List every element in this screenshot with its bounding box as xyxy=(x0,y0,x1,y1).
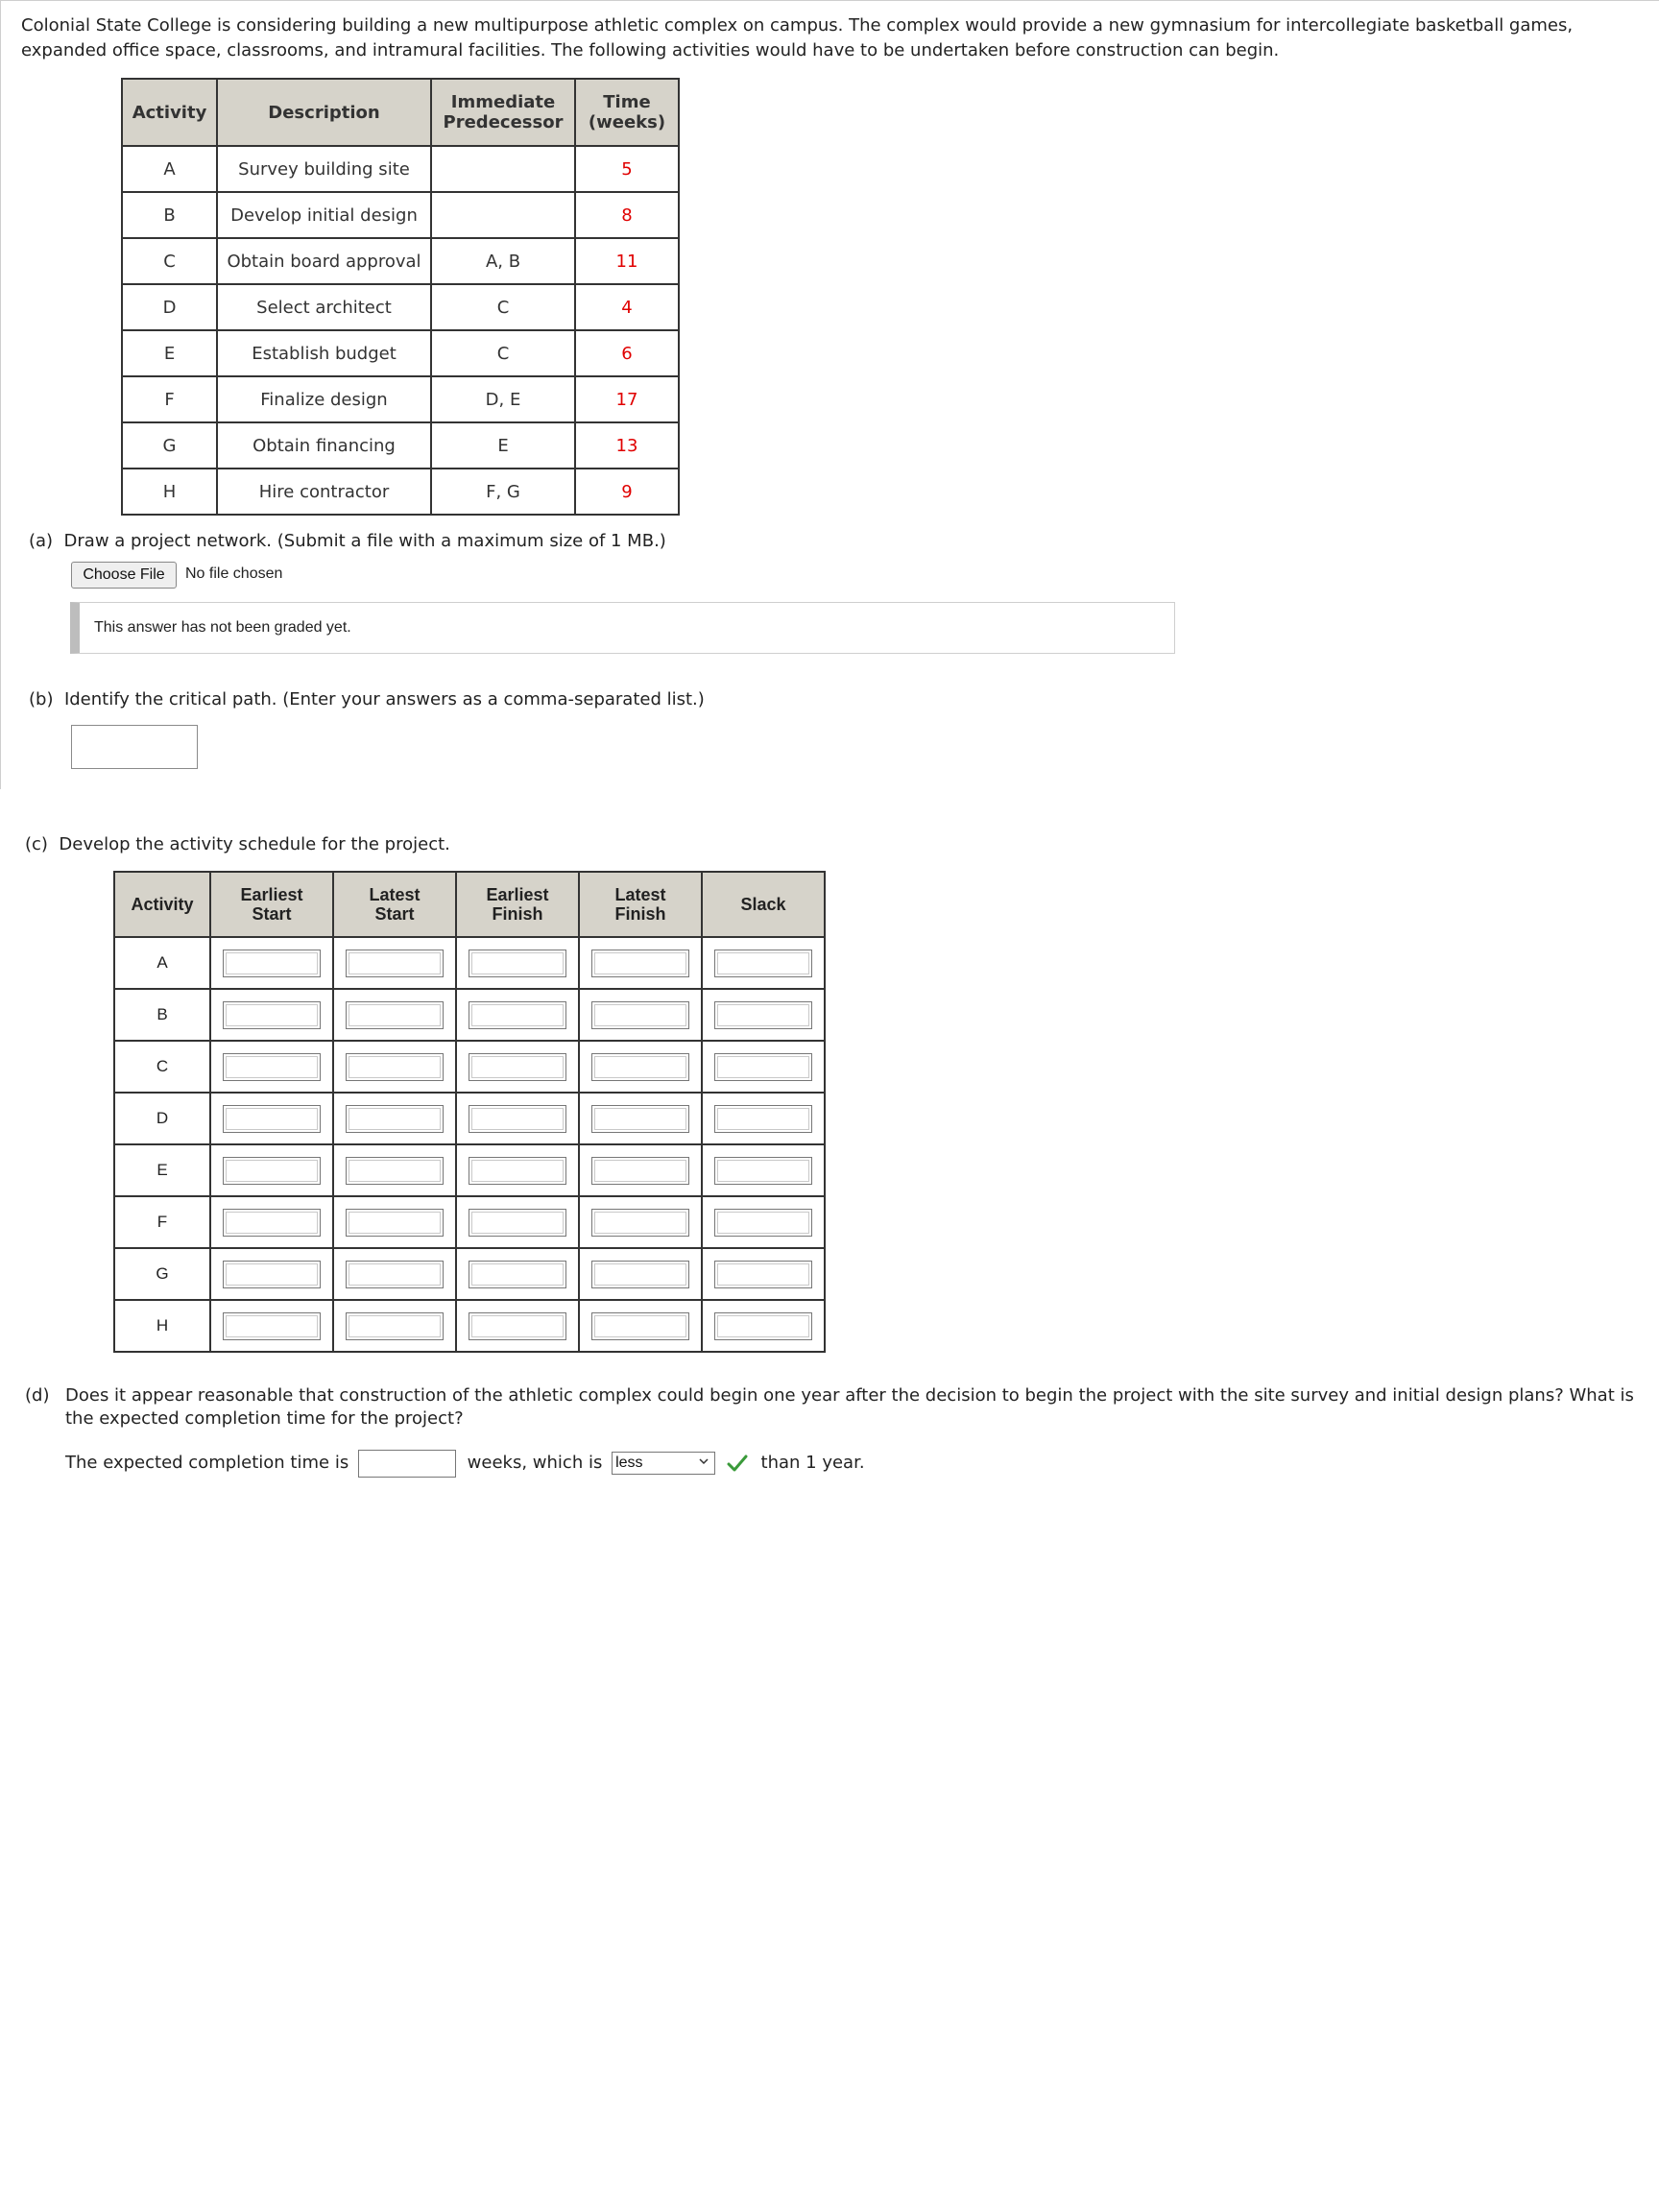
table-row xyxy=(122,192,679,238)
earliest-finish-input[interactable] xyxy=(469,1053,566,1081)
header-latest-start xyxy=(333,872,456,937)
header-activity: Activity xyxy=(114,872,210,937)
table-row xyxy=(122,376,679,422)
description-cell: Select architect xyxy=(217,284,431,330)
es-cell xyxy=(210,937,333,989)
lf-cell xyxy=(579,1196,702,1248)
latest-finish-input[interactable] xyxy=(591,1261,689,1288)
table-row xyxy=(122,330,679,376)
part-a-question xyxy=(29,531,666,551)
predecessor-cell: F, G xyxy=(431,469,575,515)
predecessor-cell: A, B xyxy=(431,238,575,284)
slack-cell xyxy=(702,1196,825,1248)
time-cell: 17 xyxy=(575,376,679,422)
earliest-start-input[interactable] xyxy=(223,950,321,977)
activity-cell: A xyxy=(122,146,217,192)
earliest-start-input[interactable] xyxy=(223,1105,321,1133)
description-cell: Obtain financing xyxy=(217,422,431,469)
table-row xyxy=(122,146,679,192)
header-earliest-finish xyxy=(456,872,579,937)
activity-cell: F xyxy=(122,376,217,422)
earliest-start-input[interactable] xyxy=(223,1312,321,1340)
completion-suffix: than 1 year. xyxy=(760,1453,865,1473)
ef-cell xyxy=(456,1196,579,1248)
activity-cell: C xyxy=(122,238,217,284)
ls-cell xyxy=(333,1248,456,1300)
time-cell: 11 xyxy=(575,238,679,284)
slack-cell xyxy=(702,937,825,989)
latest-finish-input[interactable] xyxy=(591,1209,689,1237)
latest-start-input[interactable] xyxy=(346,1261,444,1288)
table-row xyxy=(122,238,679,284)
slack-input[interactable] xyxy=(714,1053,812,1081)
ls-cell xyxy=(333,1144,456,1196)
header-ls-line1: Latest xyxy=(369,885,421,904)
es-cell xyxy=(210,1093,333,1144)
slack-cell xyxy=(702,1144,825,1196)
header-time xyxy=(575,79,679,146)
part-a-text: Draw a project network. (Submit a file with a maximum size of 1 MB.) xyxy=(63,531,666,551)
table-row xyxy=(122,469,679,515)
header-es-line2: Start xyxy=(252,904,292,924)
description-cell: Hire contractor xyxy=(217,469,431,515)
schedule-row xyxy=(114,1248,825,1300)
es-cell xyxy=(210,1300,333,1352)
predecessor-cell xyxy=(431,192,575,238)
schedule-row xyxy=(114,1196,825,1248)
latest-finish-input[interactable] xyxy=(591,950,689,977)
latest-finish-input[interactable] xyxy=(591,1157,689,1185)
slack-input[interactable] xyxy=(714,1209,812,1237)
table-row xyxy=(122,284,679,330)
earliest-finish-input[interactable] xyxy=(469,1001,566,1029)
ls-cell xyxy=(333,937,456,989)
slack-input[interactable] xyxy=(714,1261,812,1288)
earliest-finish-input[interactable] xyxy=(469,1209,566,1237)
earliest-start-input[interactable] xyxy=(223,1053,321,1081)
header-es-line1: Earliest xyxy=(240,885,303,904)
header-time-line2: (weeks) xyxy=(588,112,666,132)
earliest-start-input[interactable] xyxy=(223,1157,321,1185)
part-a-label: (a) xyxy=(29,531,54,551)
header-latest-finish xyxy=(579,872,702,937)
activity-cell: B xyxy=(122,192,217,238)
description-cell: Obtain board approval xyxy=(217,238,431,284)
ef-cell xyxy=(456,937,579,989)
header-activity: Activity xyxy=(122,79,217,146)
activity-cell: D xyxy=(122,284,217,330)
latest-finish-input[interactable] xyxy=(591,1105,689,1133)
earliest-finish-input[interactable] xyxy=(469,1312,566,1340)
earliest-start-input[interactable] xyxy=(223,1001,321,1029)
header-lf-line2: Finish xyxy=(614,904,666,924)
part-b-question xyxy=(29,689,705,709)
schedule-row xyxy=(114,937,825,989)
es-cell xyxy=(210,1041,333,1093)
predecessor-cell xyxy=(431,146,575,192)
activity-cell: E xyxy=(122,330,217,376)
ls-cell xyxy=(333,1196,456,1248)
predecessor-cell: C xyxy=(431,330,575,376)
schedule-table xyxy=(113,871,826,1353)
ef-cell xyxy=(456,1300,579,1352)
header-time-line1: Time xyxy=(603,92,651,112)
completion-prefix: The expected completion time is xyxy=(65,1453,349,1473)
part-d-text: Does it appear reasonable that construction of the athletic complex could begin one year after the decision to begin the project with the site survey and initial design plans? What is the expected completion time for the project? xyxy=(65,1385,1634,1429)
ef-cell xyxy=(456,1248,579,1300)
choose-file-button[interactable]: Choose File xyxy=(71,562,177,589)
header-lf-line1: Latest xyxy=(614,885,666,904)
es-cell xyxy=(210,1248,333,1300)
activity-cell: H xyxy=(114,1300,210,1352)
completion-time-line xyxy=(65,1448,865,1479)
activity-cell: G xyxy=(122,422,217,469)
table-row xyxy=(122,422,679,469)
activity-cell: G xyxy=(114,1248,210,1300)
part-b-label: (b) xyxy=(29,689,54,709)
lf-cell xyxy=(579,1041,702,1093)
lf-cell xyxy=(579,1093,702,1144)
intro-text: Colonial State College is considering building a new multipurpose athletic complex on campus. The complex would provide a new gymnasium for intercollegiate basketball games, expanded office space, classrooms, and intramural facilities. The following activities would have to be undertaken before construction can begin. xyxy=(21,15,1574,60)
header-predecessor xyxy=(431,79,575,146)
part-d-label: (d) xyxy=(25,1385,50,1406)
part-c-question xyxy=(25,834,450,854)
time-cell: 8 xyxy=(575,192,679,238)
header-ef-line2: Finish xyxy=(492,904,543,924)
description-cell: Establish budget xyxy=(217,330,431,376)
lf-cell xyxy=(579,937,702,989)
time-cell: 13 xyxy=(575,422,679,469)
slack-cell xyxy=(702,989,825,1041)
schedule-row xyxy=(114,989,825,1041)
latest-finish-input[interactable] xyxy=(591,1053,689,1081)
time-cell: 5 xyxy=(575,146,679,192)
activity-table-header xyxy=(122,79,679,146)
header-description: Description xyxy=(217,79,431,146)
ls-cell xyxy=(333,1041,456,1093)
header-predecessor-line1: Immediate xyxy=(450,92,556,112)
earliest-finish-input[interactable] xyxy=(469,950,566,977)
part-d-question xyxy=(25,1384,1657,1429)
slack-cell xyxy=(702,1093,825,1144)
latest-start-input[interactable] xyxy=(346,1001,444,1029)
ls-cell xyxy=(333,1093,456,1144)
activity-cell: H xyxy=(122,469,217,515)
activity-cell: E xyxy=(114,1144,210,1196)
earliest-finish-input[interactable] xyxy=(469,1261,566,1288)
comparison-select[interactable] xyxy=(612,1452,715,1475)
slack-cell xyxy=(702,1041,825,1093)
earliest-start-input[interactable] xyxy=(223,1209,321,1237)
slack-input[interactable] xyxy=(714,1157,812,1185)
predecessor-cell: D, E xyxy=(431,376,575,422)
activity-cell: C xyxy=(114,1041,210,1093)
lf-cell xyxy=(579,1248,702,1300)
predecessor-cell: C xyxy=(431,284,575,330)
schedule-row xyxy=(114,1144,825,1196)
latest-start-input[interactable] xyxy=(346,1053,444,1081)
schedule-table-header xyxy=(114,872,825,937)
time-cell: 9 xyxy=(575,469,679,515)
activity-table xyxy=(121,78,680,516)
header-slack: Slack xyxy=(702,872,825,937)
schedule-row xyxy=(114,1300,825,1352)
description-cell: Develop initial design xyxy=(217,192,431,238)
activity-cell: B xyxy=(114,989,210,1041)
latest-start-input[interactable] xyxy=(346,950,444,977)
ef-cell xyxy=(456,1041,579,1093)
lf-cell xyxy=(579,989,702,1041)
es-cell xyxy=(210,1196,333,1248)
completion-time-input[interactable] xyxy=(358,1450,456,1478)
description-cell: Survey building site xyxy=(217,146,431,192)
ef-cell xyxy=(456,989,579,1041)
header-ef-line1: Earliest xyxy=(486,885,549,904)
latest-start-input[interactable] xyxy=(346,1209,444,1237)
ef-cell xyxy=(456,1144,579,1196)
time-cell: 4 xyxy=(575,284,679,330)
part-c-text: Develop the activity schedule for the project. xyxy=(59,834,450,854)
ls-cell xyxy=(333,989,456,1041)
slack-input[interactable] xyxy=(714,1105,812,1133)
header-ls-line2: Start xyxy=(374,904,415,924)
slack-input[interactable] xyxy=(714,1312,812,1340)
completion-middle: weeks, which is xyxy=(467,1453,603,1473)
graded-note: This answer has not been graded yet. xyxy=(70,602,1175,654)
lf-cell xyxy=(579,1300,702,1352)
es-cell xyxy=(210,989,333,1041)
slack-input[interactable] xyxy=(714,950,812,977)
lf-cell xyxy=(579,1144,702,1196)
earliest-start-input[interactable] xyxy=(223,1261,321,1288)
description-cell: Finalize design xyxy=(217,376,431,422)
critical-path-input[interactable] xyxy=(71,725,198,769)
ef-cell xyxy=(456,1093,579,1144)
latest-start-input[interactable] xyxy=(346,1105,444,1133)
schedule-row xyxy=(114,1093,825,1144)
ls-cell xyxy=(333,1300,456,1352)
activity-cell: F xyxy=(114,1196,210,1248)
activity-cell: A xyxy=(114,937,210,989)
checkmark-icon xyxy=(727,1454,748,1473)
es-cell xyxy=(210,1144,333,1196)
schedule-row xyxy=(114,1041,825,1093)
latest-finish-input[interactable] xyxy=(591,1312,689,1340)
slack-input[interactable] xyxy=(714,1001,812,1029)
slack-cell xyxy=(702,1248,825,1300)
slack-cell xyxy=(702,1300,825,1352)
activity-cell: D xyxy=(114,1093,210,1144)
earliest-finish-input[interactable] xyxy=(469,1105,566,1133)
latest-finish-input[interactable] xyxy=(591,1001,689,1029)
comparison-select-value: less xyxy=(615,1455,643,1471)
predecessor-cell: E xyxy=(431,422,575,469)
header-predecessor-line2: Predecessor xyxy=(443,112,564,132)
no-file-text: No file chosen xyxy=(185,565,283,582)
latest-start-input[interactable] xyxy=(346,1157,444,1185)
part-c-label: (c) xyxy=(25,834,48,854)
latest-start-input[interactable] xyxy=(346,1312,444,1340)
header-earliest-start xyxy=(210,872,333,937)
time-cell: 6 xyxy=(575,330,679,376)
earliest-finish-input[interactable] xyxy=(469,1157,566,1185)
chevron-down-icon xyxy=(698,1455,709,1467)
part-b-text: Identify the critical path. (Enter your answers as a comma-separated list.) xyxy=(63,689,705,709)
